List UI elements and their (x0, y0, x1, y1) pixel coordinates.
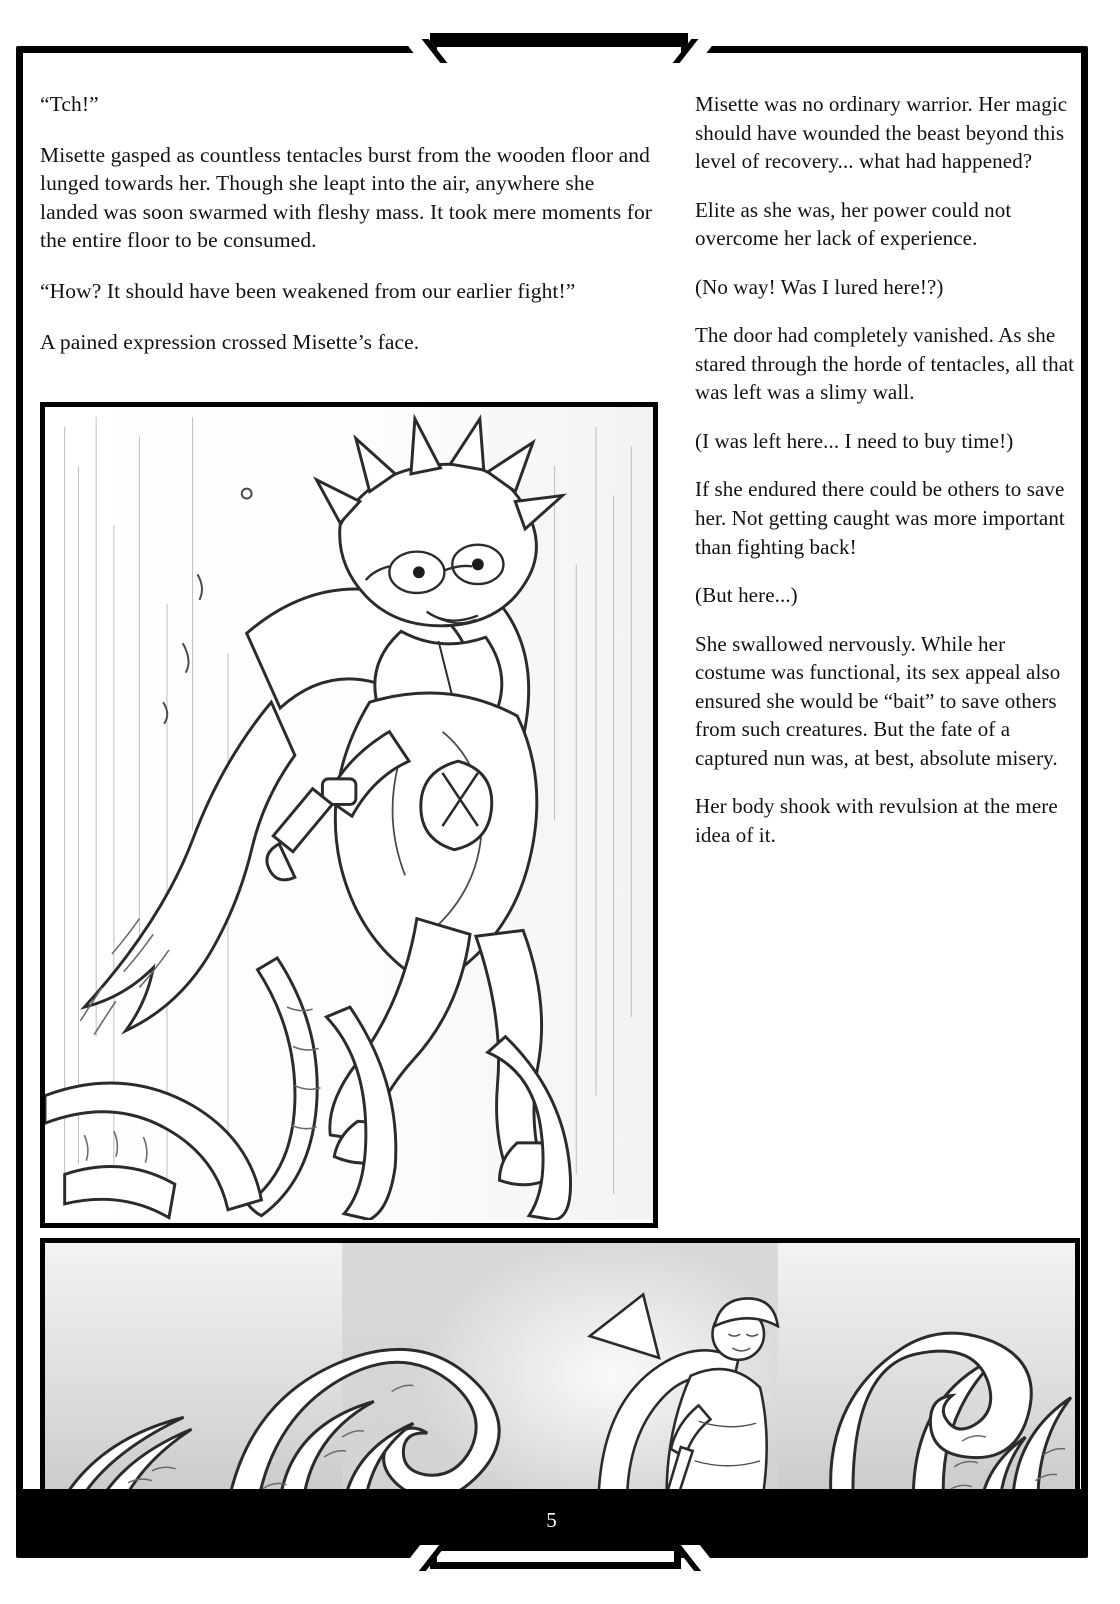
paragraph: Misette gasped as countless tentacles burst from the wooden floor and lunged towards her. Though she leapt into the air, anywhere she landed was soon swarmed with fleshy mass. It took mere moments for the entire floor to be consumed. (40, 142, 653, 253)
page-number: 5 (546, 1507, 558, 1532)
paragraph: A pained expression crossed Misette’s face. (40, 329, 420, 354)
paragraph: “How? It should have been weakened from our earlier fight!” (40, 278, 576, 303)
right-text-column (695, 90, 1080, 869)
paragraph: “Tch!” (40, 92, 99, 116)
paragraph: The door had completely vanished. As she stared through the horde of tentacles, all that was left was a slimy wall. (695, 323, 1075, 405)
frame-top-notch-line (437, 40, 681, 47)
paragraph: Elite as she was, her power could not overcome her lack of experience. (695, 197, 1012, 251)
paragraph: (But here...) (695, 583, 798, 608)
main-illustration-panel (40, 402, 658, 1228)
main-illustration-art (45, 407, 653, 1220)
paragraph: If she endured there could be others to save her. Not getting caught was more important than fighting back! (695, 477, 1065, 559)
paragraph: She swallowed nervously. While her costume was functional, its sex appeal also ensured she would be “bait” to save others from such creatures. But the fate of a captured nun was, at best, absolute misery. (695, 631, 1061, 770)
paragraph: (No way! Was I lured here!?) (695, 274, 944, 299)
left-text-column (40, 90, 655, 378)
page-number-bar (23, 1489, 1081, 1551)
paragraph: Misette was no ordinary warrior. Her magic should have wounded the beast beyond this level of recovery... what had happened? (695, 92, 1068, 174)
frame-bottom-notch (437, 1551, 681, 1569)
page-content (40, 70, 1080, 1530)
paragraph: Her body shook with revulsion at the mere idea of it. (695, 794, 1058, 847)
paragraph: (I was left here... I need to buy time!) (695, 428, 1014, 453)
